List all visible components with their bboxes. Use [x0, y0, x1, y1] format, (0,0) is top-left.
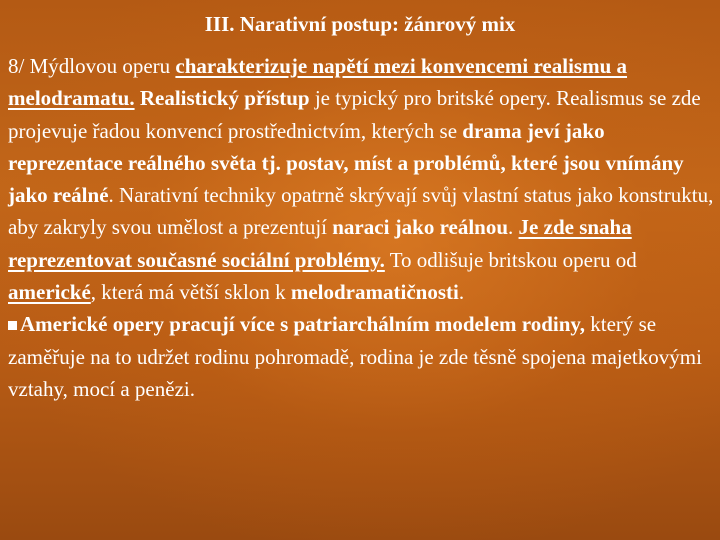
text-bold-american: Americké opery pracují více s patriarchálním modelem rodiny,: [20, 312, 585, 337]
slide-title: III. Narativní postup: žánrový mix: [204, 12, 516, 36]
text-plain-american: který se zaměřuje na to udržet rodinu pohromadě, rodina je zde těsně spojena majetkovými vztahy, mocí a penězi.: [8, 312, 702, 401]
text-plain-4: To odlišuje britskou operu od: [384, 247, 637, 272]
text-plain-2: . Narativní techniky opatrně skrývají svůj vlastní status jako konstruktu, aby zakryly svou umělost a prezentují: [8, 183, 714, 240]
text-plain-1: je typický pro britské opery. Realismus se zde projevuje řadou konvencí prostřednictvím, kterých se: [8, 86, 701, 143]
text-plain-5: , která má větší sklon k: [90, 280, 291, 305]
paragraph-main: [8, 54, 713, 304]
text-bold-narace: naraci jako reálnou: [332, 215, 509, 240]
text-bold-drama: drama jeví jako reprezentace reálného světa tj. postav, míst a problémů, které jsou vnímány jako reálné: [8, 118, 684, 208]
text-plain-3: .: [508, 215, 519, 240]
text-underlined-bold-1: charakterizuje napětí mezi konvencemi realismu a melodramatu.: [8, 54, 628, 111]
text-underlined-bold-3: americké: [8, 280, 91, 305]
text-plain-6: .: [458, 280, 465, 305]
square-bullet-icon: [8, 321, 17, 330]
text-bold-melo: melodramatičnosti: [290, 280, 459, 305]
slide-body: [8, 50, 718, 405]
paragraph-bullet: [8, 312, 702, 401]
text-bold-realistic: Realistický přístup: [139, 86, 310, 111]
text-lead: 8/ Mýdlovou operu: [8, 54, 176, 78]
text-underlined-bold-2: Je zde snaha reprezentovat současné sociální problémy.: [8, 215, 632, 272]
